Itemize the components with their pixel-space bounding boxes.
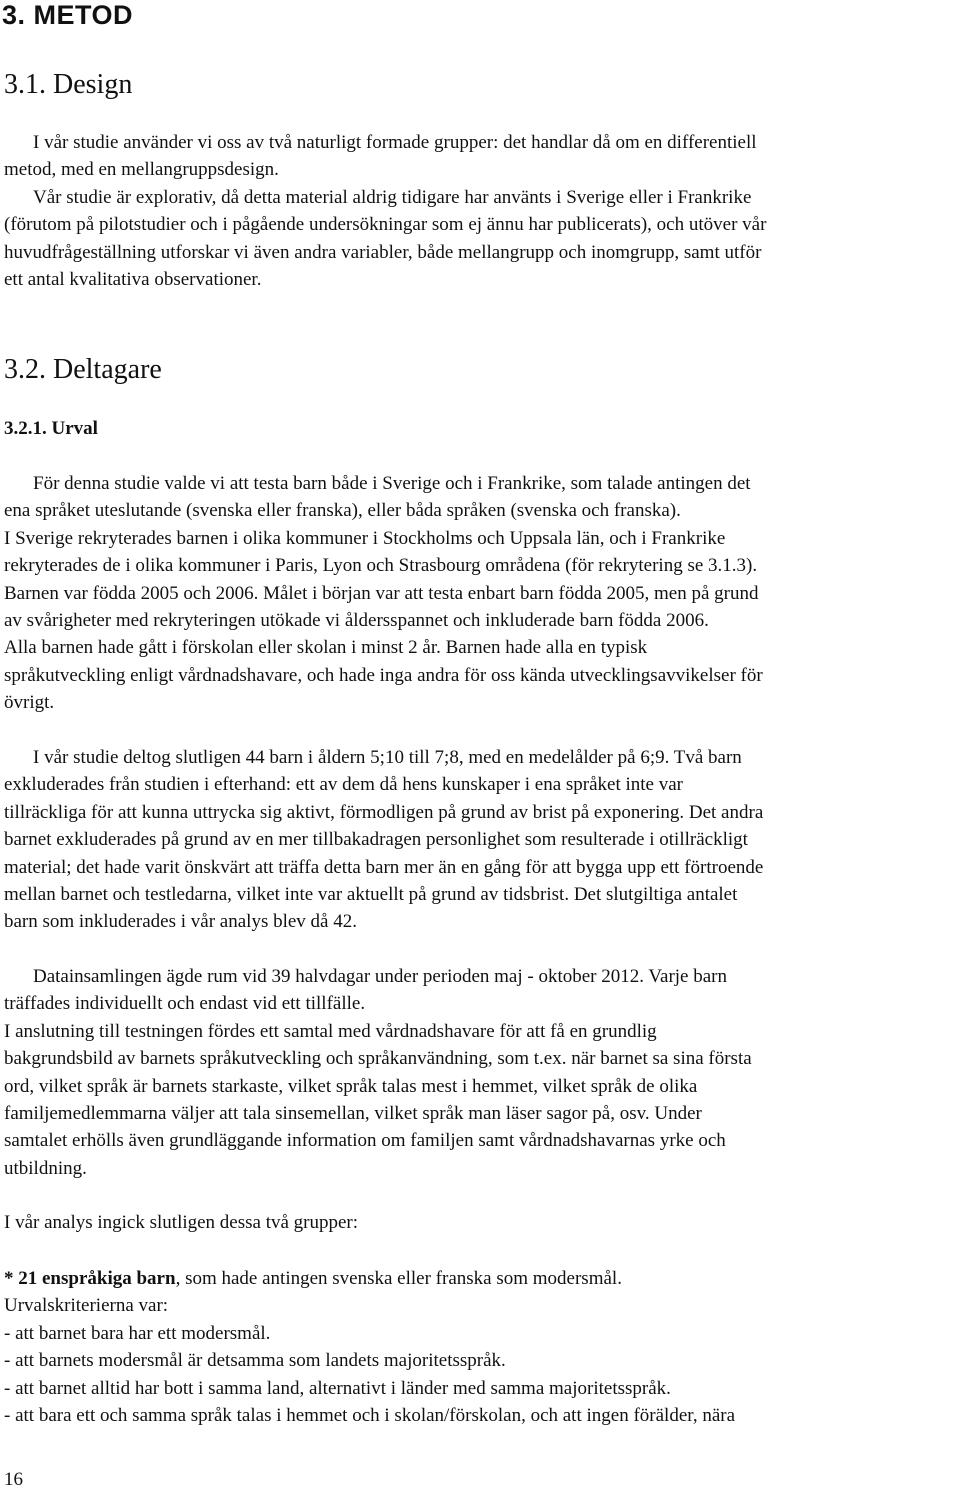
group-1-label-rest: , som hade antingen svenska eller franska som modersmål. (175, 1268, 622, 1289)
urval-paragraph-1 (4, 470, 944, 717)
text-line: I vår analys ingick slutligen dessa två grupper: (4, 1212, 359, 1233)
text-line: träffades individuellt och endast vid ett tillfälle. (4, 993, 366, 1015)
text-line: huvudfrågeställning utforskar vi även andra variabler, både mellangrupp och inomgrupp, samt utför (4, 241, 762, 263)
text-line: exkluderades från studien i efterhand: ett av dem då hens kunskaper i ena språket inte var (4, 774, 683, 796)
chapter-title: 3. METOD (2, 0, 134, 30)
section-heading-design: 3.1. Design (4, 69, 133, 100)
text-line: För denna studie valde vi att testa barn både i Sverige och i Frankrike, som talade antingen det (33, 473, 751, 494)
criteria-item: - att barnet bara har ett modersmål. (4, 1322, 271, 1344)
section-heading-participants: 3.2. Deltagare (4, 354, 162, 385)
criteria-item: - att barnets modersmål är detsamma som landets majoritetsspråk. (4, 1350, 506, 1372)
groups-intro (4, 1209, 944, 1236)
text-line: ett antal kvalitativa observationer. (4, 269, 262, 291)
criteria-item: - att barnet alltid har bott i samma land, alternativt i länder med samma majoritetsspråk. (4, 1377, 671, 1399)
text-line: ord, vilket språk är barnets starkaste, vilket språk talas mest i hemmet, vilket språk de olika (4, 1075, 698, 1097)
subsection-heading-urval: 3.2.1. Urval (4, 418, 98, 439)
text-line: barnet exkluderades på grund av en mer tillbakadragen personlighet som resulterade i otillräckligt (4, 829, 748, 851)
text-line: mellan barnet och testledarna, vilket inte var aktuellt på grund av tidsbrist. Det slutgiltiga antalet (4, 884, 738, 906)
text-line: I vår studie deltog slutligen 44 barn i åldern 5;10 till 7;8, med en medelålder på 6;9. Två barn (33, 747, 742, 768)
text-line: familjemedlemmarna väljer att tala sinsemellan, vilket språk man läser sagor på, osv. Under (4, 1103, 702, 1125)
urval-paragraph-2 (4, 744, 944, 936)
text-line: barn som inkluderades i vår analys blev då 42. (4, 911, 357, 933)
group-1-block (4, 1265, 944, 1429)
text-line: utbildning. (4, 1157, 87, 1179)
text-line: Datainsamlingen ägde rum vid 39 halvdagar under perioden maj - oktober 2012. Varje barn (33, 966, 727, 987)
text-line: I Sverige rekryterades barnen i olika kommuner i Stockholms och Uppsala län, och i Frankrike (4, 527, 726, 549)
criteria-heading: Urvalskriterierna var: (4, 1295, 169, 1317)
text-line: Alla barnen hade gått i förskolan eller skolan i minst 2 år. Barnen hade alla en typisk (4, 637, 648, 659)
text-line: Barnen var födda 2005 och 2006. Målet i början var att testa enbart barn födda 2005, men på grund (4, 582, 759, 604)
urval-paragraph-3 (4, 963, 944, 1182)
text-line: material; det hade varit önskvärt att träffa detta barn mer än en gång för att bygga upp ett förtroende (4, 856, 764, 878)
text-line: Vår studie är explorativ, då detta material aldrig tidigare har använts i Sverige eller i Frankrike (33, 186, 752, 208)
text-line: (förutom på pilotstudier och i pågående undersökningar som ej ännu har publicerats), och utöver vår (4, 214, 767, 236)
text-line: metod, med en mellangruppsdesign. (4, 159, 279, 181)
text-line: samtalet erhölls även grundläggande information om familjen samt vårdnadshavarnas yrke och (4, 1130, 726, 1152)
text-line: bakgrundsbild av barnets språkutveckling och språkanvändning, som t.ex. när barnet sa sina första (4, 1048, 752, 1070)
text-line: rekryterades de i olika kommuner i Paris, Lyon och Strasbourg områdena (för rekrytering se 3.1.3). (4, 555, 758, 577)
text-line: ena språket uteslutande (svenska eller franska), eller båda språken (svenska och franska). (4, 500, 681, 522)
page-number: 16 (4, 1469, 23, 1490)
text-line: I anslutning till testningen fördes ett samtal med vårdnadshavare för att få en grundlig (4, 1020, 657, 1042)
group-1-title (4, 1265, 944, 1292)
text-line: I vår studie använder vi oss av två naturligt formade grupper: det handlar då om en differentiell (33, 132, 757, 153)
group-1-bold-label: * 21 enspråkiga barn (4, 1268, 176, 1289)
text-line: språkutveckling enligt vårdnadshavare, och hade inga andra för oss kända utvecklingsavvikelser för (4, 664, 763, 686)
criteria-item: - att bara ett och samma språk talas i hemmet och i skolan/förskolan, och att ingen förälder, nära (4, 1405, 736, 1427)
text-line: övrigt. (4, 692, 55, 714)
text-line: tillräckliga för att kunna uttrycka sig aktivt, förmodligen på grund av brist på exponering. Det andra (4, 801, 764, 823)
text-line: av svårigheter med rekryteringen utökade vi åldersspannet och inkluderade barn födda 2006. (4, 610, 709, 632)
design-paragraph (4, 129, 944, 293)
